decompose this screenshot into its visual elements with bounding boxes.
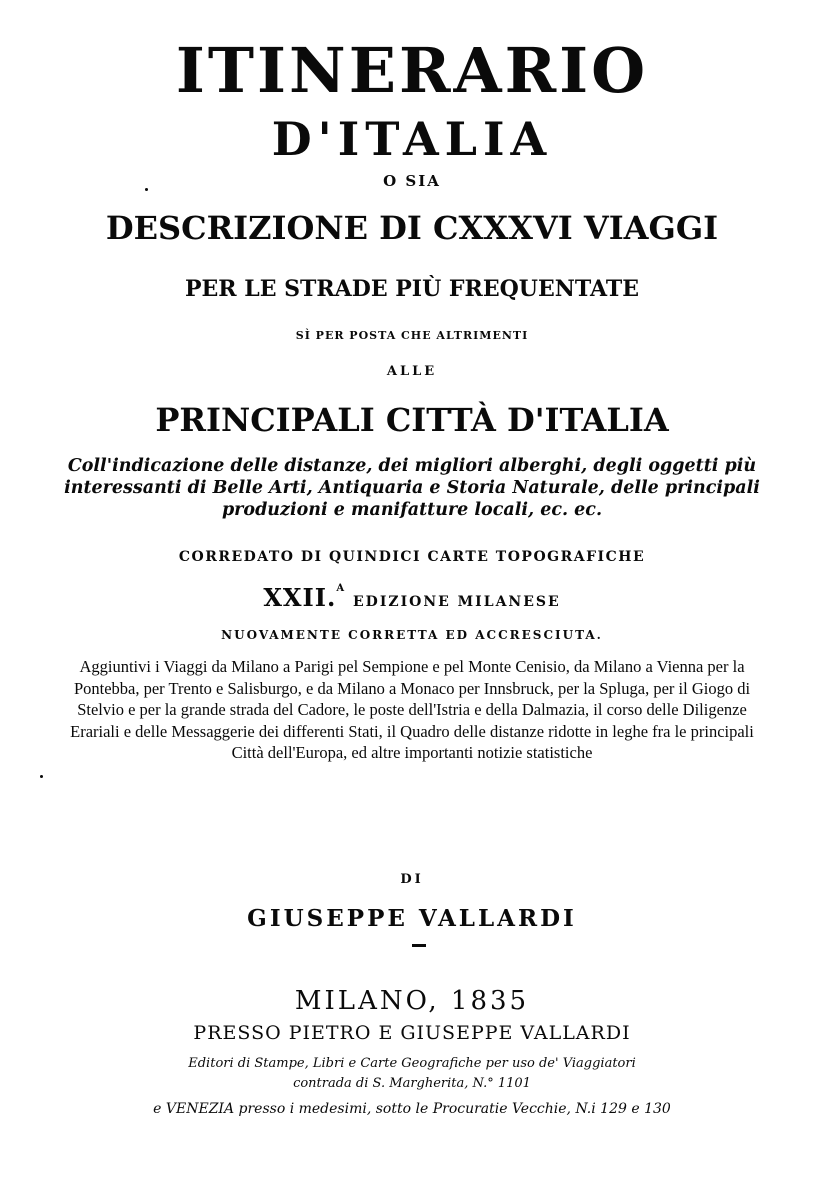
additions-paragraph: Aggiuntivi i Viaggi da Milano a Parigi pel Sempione e pel Monte Cenisio, da Milano a Vienna per la Pontebba, per Trento e Salisburgo, e da Milano a Monaco per Innsbruck, per la Spluga, per il Giogo di Stelvio e per la grande strada del Cadore, le poste dell'Istria e della Dalmazia, il corso delle Diligenze Erariali e delle Messaggerie dei differenti Stati, il Quadro delle distanze ridotte in leghe fra le principali Città dell'Europa, ed altre importanti notizie statistiche bbox=[70, 657, 754, 762]
place-year: MILANO, 1835 bbox=[294, 986, 530, 1016]
revision-line: NUOVAMENTE CORRETTA ED ACCRESCIUTA. bbox=[221, 628, 603, 642]
venice-line: e VENEZIA presso i medesimi, sotto le Procuratie Vecchie, N.i 129 e 130 bbox=[153, 1101, 671, 1117]
book-title: ITINERARIO bbox=[175, 34, 649, 107]
divider-dash bbox=[412, 944, 426, 947]
publisher-description: Editori di Stampe, Libri e Carte Geografiche per uso de' Viaggiatori bbox=[188, 1056, 636, 1071]
conjunction-line: O SIA bbox=[383, 172, 441, 190]
cities-heading: PRINCIPALI CITTÀ D'ITALIA bbox=[155, 401, 669, 439]
edition-label: EDIZIONE MILANESE bbox=[353, 594, 561, 610]
speck-mark bbox=[40, 775, 43, 778]
edition-superscript: A bbox=[336, 583, 347, 594]
publisher-line: PRESSO PIETRO E GIUSEPPE VALLARDI bbox=[193, 1022, 631, 1044]
roads-line: PER LE STRADE PIÙ FREQUENTATE bbox=[184, 276, 640, 302]
description-heading: DESCRIZIONE DI CXXXVI VIAGGI bbox=[105, 209, 719, 247]
maps-line: CORREDATO DI QUINDICI CARTE TOPOGRAFICHE bbox=[178, 549, 646, 565]
contents-description: Coll'indicazione delle distanze, dei migliori alberghi, degli oggetti più interessanti di Belle Arti, Antiquaria e Storia Naturale, delle principali produzioni e manifatture locali, ec. ec. bbox=[64, 456, 760, 520]
publisher-address: contrada di S. Margherita, N.° 1101 bbox=[293, 1076, 531, 1091]
by-line: DI bbox=[400, 872, 424, 887]
travel-mode-line: SÌ PER POSTA CHE ALTRIMENTI bbox=[295, 329, 529, 342]
to-line: ALLE bbox=[386, 364, 438, 379]
book-subtitle: D'ITALIA bbox=[271, 112, 553, 166]
edition-number: XXII. bbox=[263, 583, 337, 612]
author-name: GIUSEPPE VALLARDI bbox=[247, 905, 577, 932]
edition-line bbox=[0, 583, 824, 612]
